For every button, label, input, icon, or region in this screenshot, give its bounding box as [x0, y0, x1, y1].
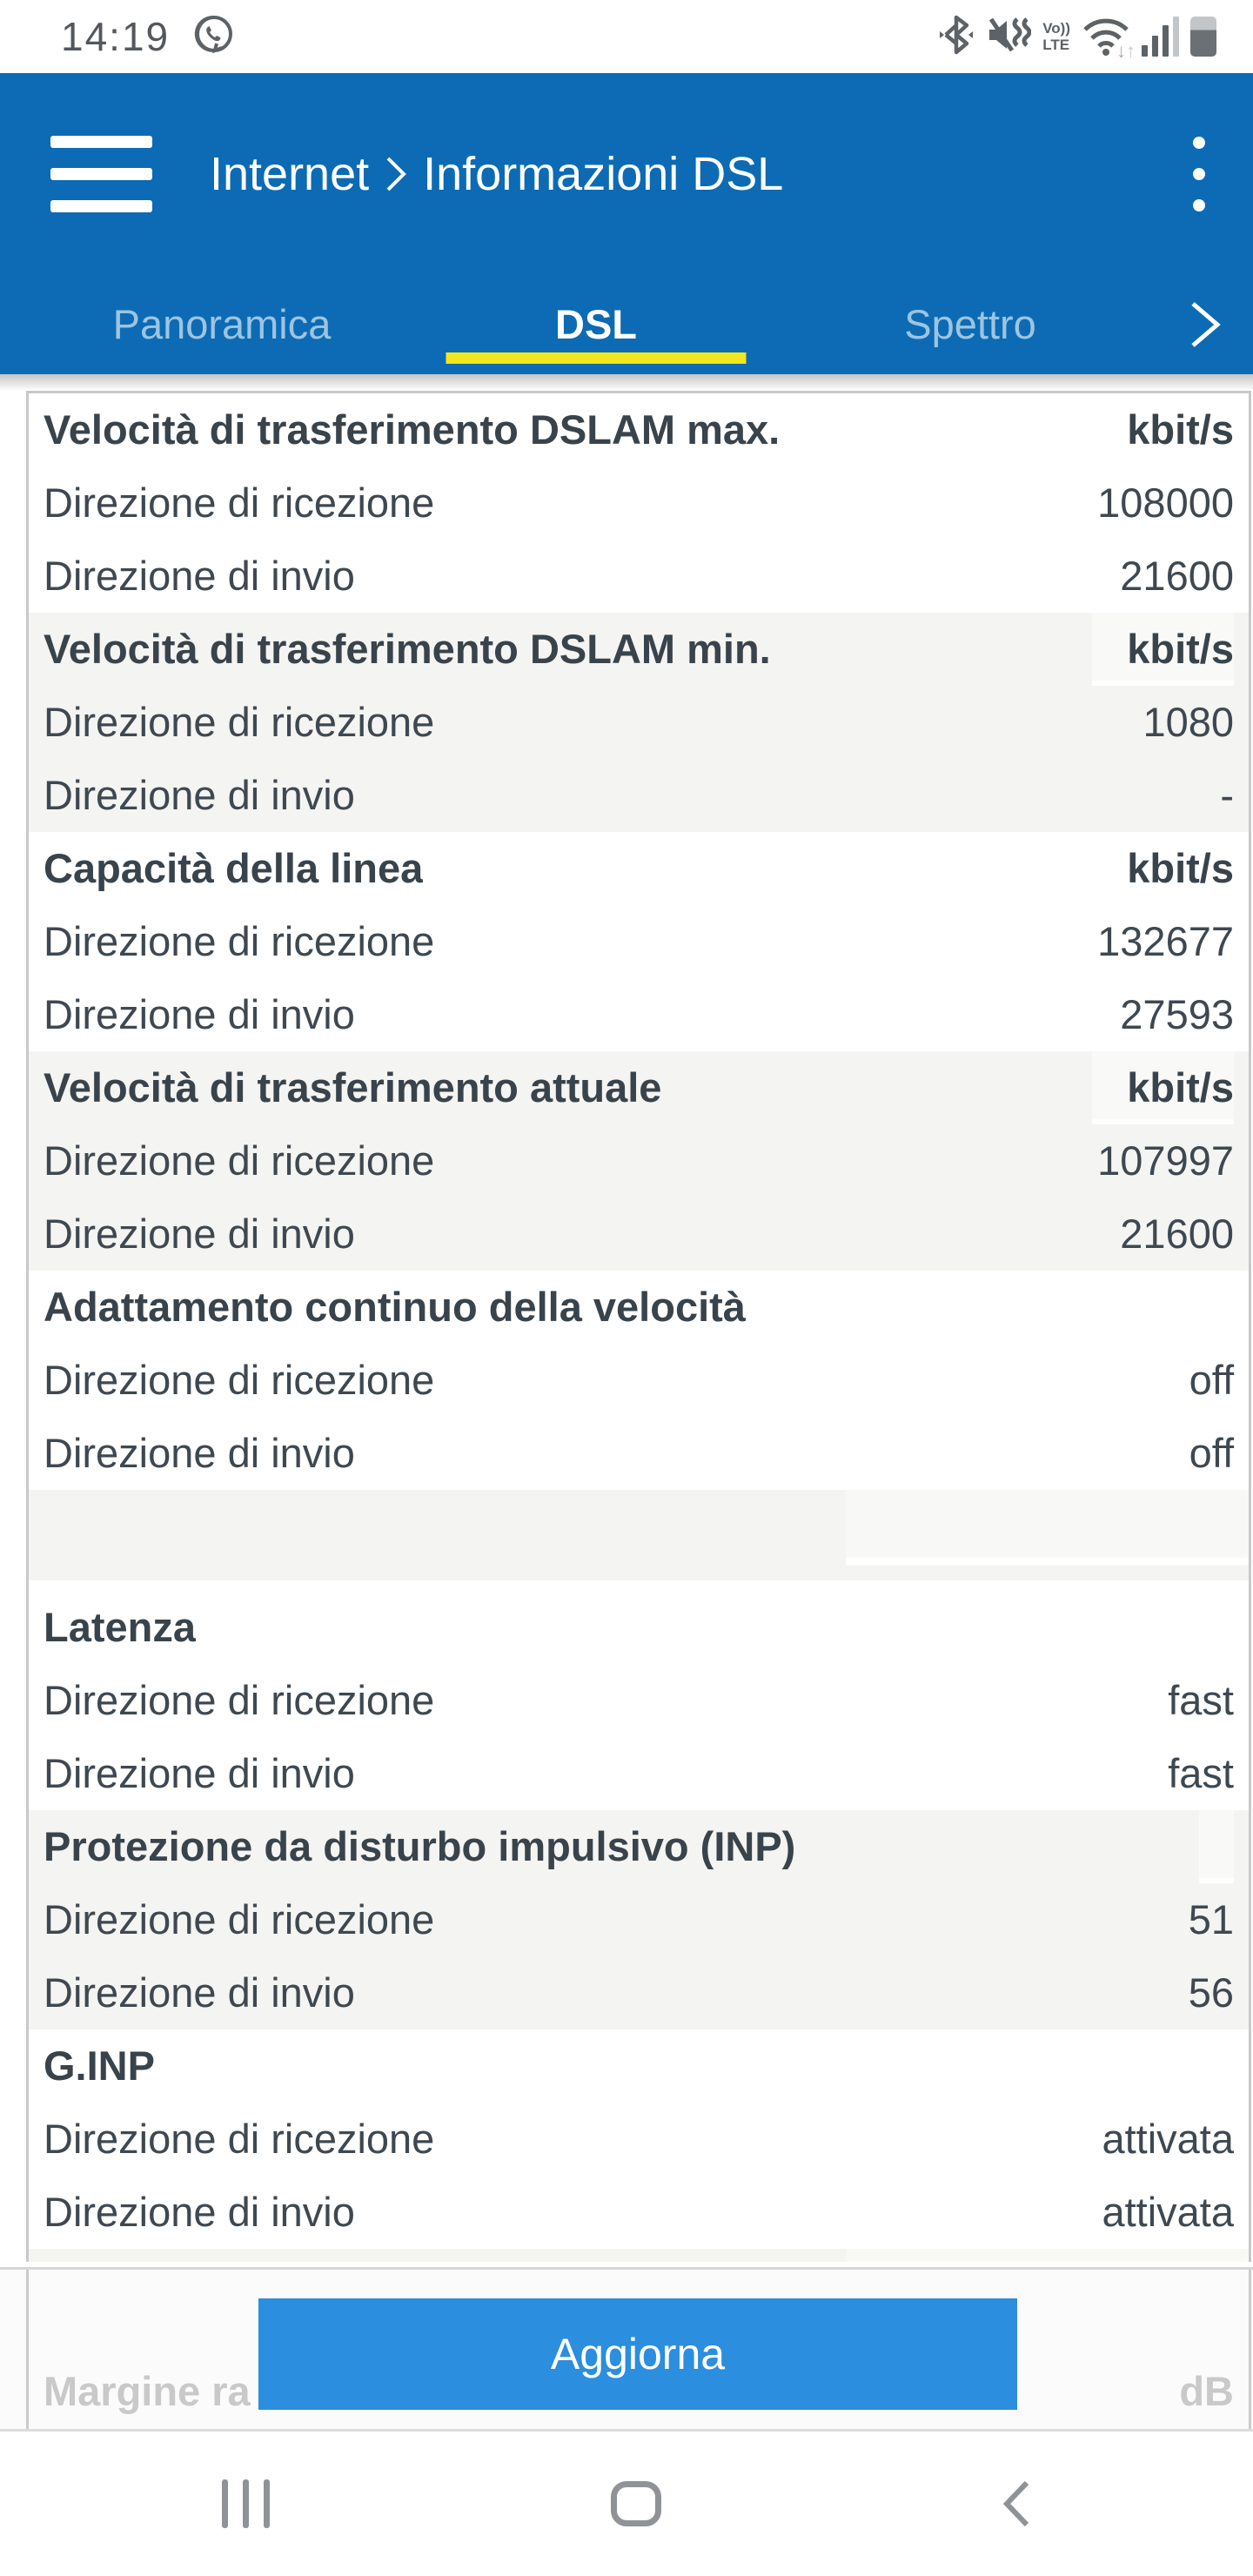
- row-value: 108000: [1097, 480, 1234, 526]
- section-unit: kbit/s: [1127, 845, 1234, 891]
- table-row: [29, 686, 1249, 759]
- section-header-row: [29, 832, 1249, 905]
- row-label: Direzione di invio: [44, 1969, 355, 2016]
- table-row: [29, 540, 1249, 613]
- row-value: 21600: [1120, 553, 1234, 599]
- table-row: [29, 2176, 1249, 2249]
- menu-icon[interactable]: [50, 136, 152, 212]
- android-navigation-bar: [0, 2429, 1253, 2576]
- dsl-info-table: [26, 391, 1251, 2262]
- volte-icon: Vo)) LTE: [1042, 20, 1070, 53]
- section-title: Capacità della linea: [44, 845, 424, 891]
- row-value: attivata: [1102, 2189, 1234, 2235]
- row-label: Direzione di ricezione: [44, 2116, 435, 2162]
- signal-icon: [1142, 17, 1179, 57]
- table-section-empty: [29, 1490, 1249, 1580]
- row-value: off: [1189, 1357, 1234, 1403]
- bottom-action-bar: [0, 2267, 1253, 2429]
- section-unit: [1199, 1810, 1234, 1883]
- refresh-button[interactable]: Aggiorna: [258, 2298, 1017, 2410]
- status-bar: [0, 0, 1253, 73]
- section-title: Protezione da disturbo impulsivo (INP): [44, 1823, 796, 1869]
- section-unit: kbit/s: [1092, 1051, 1234, 1124]
- chevron-right-icon: [385, 155, 407, 193]
- table-row: [29, 1417, 1249, 1490]
- section-unit: kbit/s: [1127, 406, 1234, 453]
- section-header-row: [29, 2029, 1249, 2103]
- row-label: Direzione di invio: [44, 1430, 355, 1476]
- table-section: [29, 1271, 1249, 1490]
- breadcrumb-parent: Internet: [210, 147, 370, 200]
- table-section: [29, 393, 1249, 613]
- home-icon[interactable]: [611, 2481, 661, 2526]
- partial-row-label: Margine ra: [44, 2368, 251, 2414]
- table-section: [29, 1591, 1249, 1810]
- section-header-row: [29, 1271, 1249, 1344]
- row-value: 51: [1188, 1896, 1234, 1942]
- row-value: fast: [1168, 1750, 1234, 1796]
- section-title: Adattamento continuo della velocità: [44, 1284, 746, 1330]
- row-label: Direzione di invio: [44, 991, 355, 1037]
- more-options-icon[interactable]: [1184, 131, 1214, 217]
- table-row: [29, 1737, 1249, 1810]
- clock: 14:19: [61, 14, 171, 59]
- table-row: [29, 1344, 1249, 1417]
- tab-spettro[interactable]: Spettro: [904, 301, 1036, 347]
- whatsapp-icon: [192, 13, 236, 61]
- battery-icon: [1190, 17, 1216, 57]
- row-value: -: [1220, 772, 1234, 818]
- row-value: 107997: [1097, 1137, 1234, 1184]
- table-row: [29, 905, 1249, 978]
- cutoff-section-strip: [29, 2249, 1249, 2262]
- row-value: 132677: [1097, 918, 1234, 964]
- table-row: [29, 1664, 1249, 1737]
- table-row: [29, 2103, 1249, 2176]
- section-title: Velocità di trasferimento attuale: [44, 1064, 662, 1110]
- row-value: attivata: [1102, 2116, 1234, 2162]
- table-row: [29, 1124, 1249, 1197]
- section-unit: kbit/s: [1092, 613, 1234, 686]
- back-icon[interactable]: [1002, 2479, 1031, 2529]
- row-label: Direzione di invio: [44, 772, 355, 818]
- table-row: [29, 759, 1249, 832]
- row-label: Direzione di invio: [44, 1750, 355, 1796]
- app-bar: [0, 73, 1253, 274]
- row-value: 27593: [1120, 991, 1234, 1037]
- table-row: [29, 1956, 1249, 2029]
- tab-bar: [0, 274, 1253, 374]
- row-label: Direzione di invio: [44, 2189, 355, 2235]
- active-tab-underline: [446, 352, 747, 364]
- table-row: [29, 1197, 1249, 1271]
- table-row: [29, 466, 1249, 540]
- section-gap: [29, 1580, 1249, 1591]
- row-label: Direzione di ricezione: [44, 699, 435, 745]
- row-value: fast: [1168, 1677, 1234, 1723]
- table-section: [29, 1810, 1249, 2029]
- row-label: Direzione di ricezione: [44, 1896, 435, 1942]
- tabs-overflow-chevron-icon[interactable]: [1157, 274, 1253, 374]
- table-row: [29, 1883, 1249, 1956]
- table-row: [29, 978, 1249, 1051]
- breadcrumb-current: Informazioni DSL: [423, 147, 784, 200]
- bluetooth-icon: [938, 14, 975, 60]
- row-label: Direzione di invio: [44, 1211, 355, 1257]
- row-value: 1080: [1142, 699, 1234, 745]
- table-section: [29, 2029, 1249, 2249]
- table-section: [29, 613, 1249, 832]
- row-value: 56: [1188, 1969, 1234, 2016]
- row-label: Direzione di ricezione: [44, 918, 435, 964]
- row-value: off: [1189, 1430, 1234, 1476]
- wifi-icon: ↓↑: [1082, 16, 1130, 57]
- section-title: Velocità di trasferimento DSLAM max.: [44, 406, 781, 453]
- page-title: [210, 147, 783, 201]
- row-value: 21600: [1120, 1211, 1234, 1257]
- section-title: Velocità di trasferimento DSLAM min.: [44, 626, 771, 672]
- row-label: Direzione di invio: [44, 553, 355, 599]
- tabbar-shadow: [0, 374, 1253, 391]
- partial-row-unit: dB: [1179, 2368, 1234, 2414]
- section-header-row: [29, 1810, 1249, 1883]
- section-header-row: [29, 1591, 1249, 1664]
- section-title: G.INP: [44, 2043, 155, 2089]
- table-section: [29, 832, 1249, 1051]
- section-header-row: [29, 393, 1249, 466]
- row-label: Direzione di ricezione: [44, 480, 435, 526]
- row-label: Direzione di ricezione: [44, 1137, 435, 1184]
- mute-vibrate-icon: [986, 14, 1031, 60]
- tab-panoramica[interactable]: Panoramica: [112, 301, 332, 347]
- section-header-row: [29, 613, 1249, 686]
- recents-icon[interactable]: [222, 2479, 270, 2528]
- row-label: Direzione di ricezione: [44, 1357, 435, 1403]
- table-section: [29, 1051, 1249, 1271]
- section-header-row: [29, 1051, 1249, 1124]
- tab-dsl[interactable]: DSL: [409, 274, 783, 374]
- section-title: Latenza: [44, 1604, 196, 1650]
- row-label: Direzione di ricezione: [44, 1677, 435, 1723]
